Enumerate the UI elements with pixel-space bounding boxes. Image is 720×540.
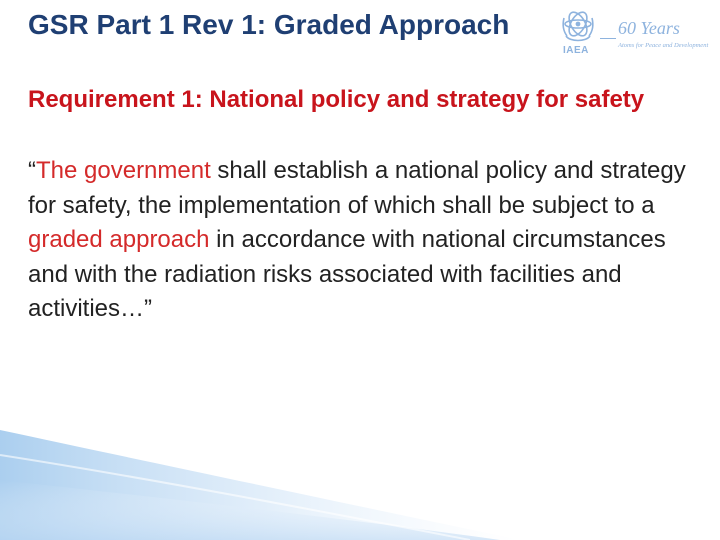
quote-open-mark: “ — [28, 157, 36, 184]
requirement-heading: Requirement 1: National policy and strategy for safety — [28, 86, 645, 113]
iaea-emblem-icon — [560, 8, 616, 44]
quote-highlight-graded-approach: graded approach — [28, 226, 210, 253]
iaea-logo — [560, 8, 709, 58]
quote-body-1: shall establish a national policy and strategy for safety, the implementation of which shall be subject to a — [28, 157, 686, 219]
quote-text — [28, 154, 698, 327]
logo-anniversary-text: 60 Years — [618, 18, 680, 38]
slide-title: GSR Part 1 Rev 1: Graded Approach — [28, 9, 510, 40]
logo-org-name: IAEA — [563, 45, 589, 56]
logo-tagline: Atoms for Peace and Development — [618, 42, 709, 49]
quote-highlight-government: The government — [36, 157, 211, 184]
quote-body-2: in accordance with national circumstances and with the radiation risks associated with facilities and activities…” — [28, 226, 666, 322]
